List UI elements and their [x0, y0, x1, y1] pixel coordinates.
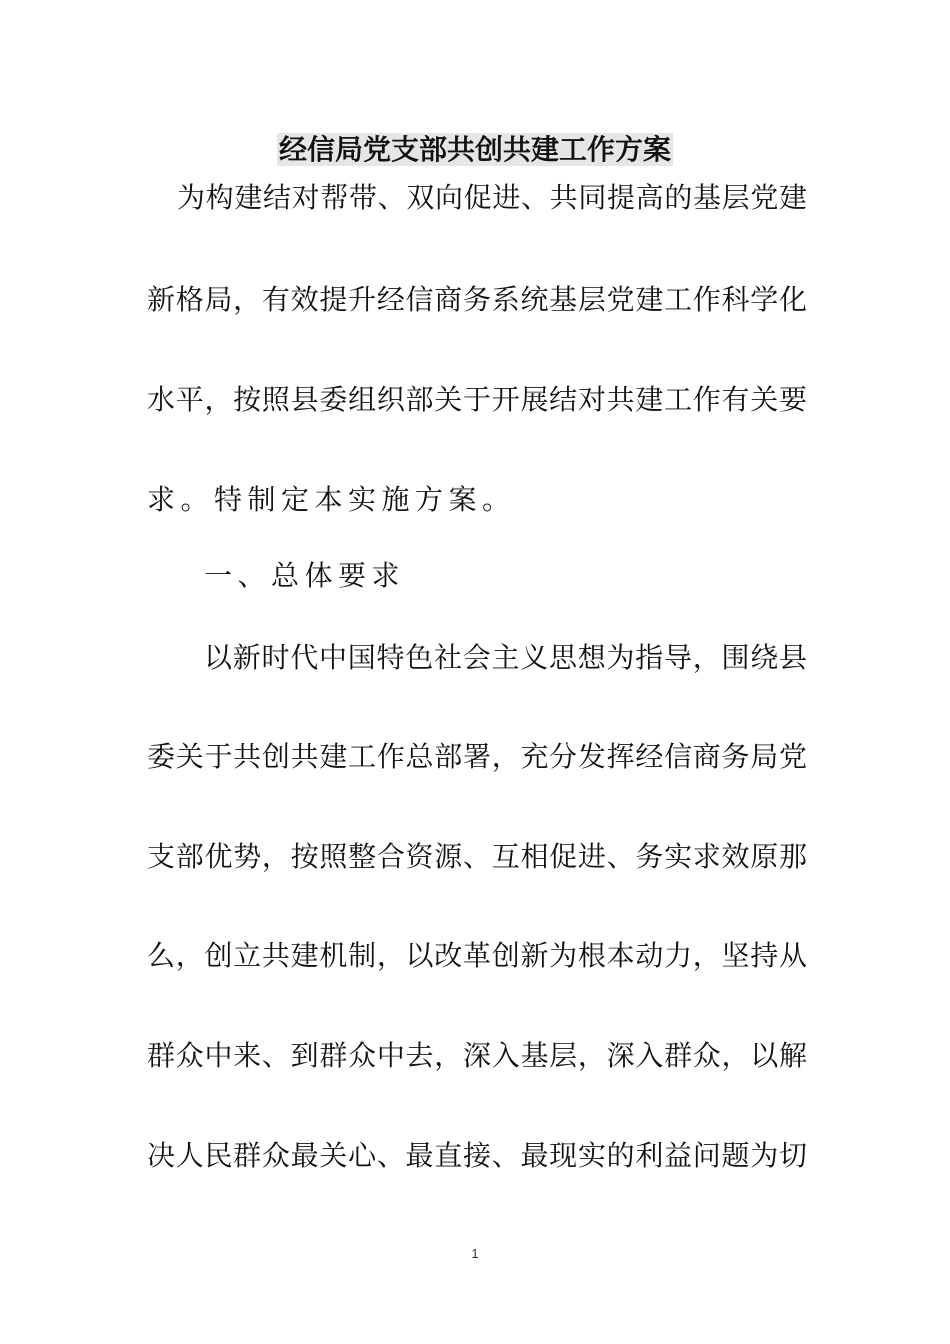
document-title-text: 经信局党支部共创共建工作方案 [278, 133, 671, 166]
paragraph-line: 么，创立共建机制，以改革创新为根本动力，坚持从 [147, 939, 807, 972]
paragraph-line: 为构建结对帮带、双向促进、共同提高的基层党建 [177, 181, 807, 214]
paragraph-line: 决人民群众最关心、最直接、最现实的利益问题为切 [147, 1139, 807, 1172]
paragraph-line: 支部优势，按照整合资源、互相促进、务实求效原那 [147, 840, 807, 873]
paragraph-line: 委关于共创共建工作总部署，充分发挥经信商务局党 [147, 740, 807, 773]
section-heading: 一、总体要求 [204, 559, 406, 592]
page-number: 1 [471, 1246, 479, 1261]
paragraph-line: 水平，按照县委组织部关于开展结对共建工作有关要 [147, 383, 807, 416]
paragraph-line: 求。特制定本实施方案。 [147, 483, 516, 516]
paragraph-line: 新格局，有效提升经信商务系统基层党建工作科学化 [147, 283, 807, 316]
paragraph-line: 群众中来、到群众中去，深入基层，深入群众，以解 [147, 1039, 807, 1072]
paragraph-line: 以新时代中国特色社会主义思想为指导，围绕县 [204, 641, 807, 674]
document-title [0, 128, 950, 172]
